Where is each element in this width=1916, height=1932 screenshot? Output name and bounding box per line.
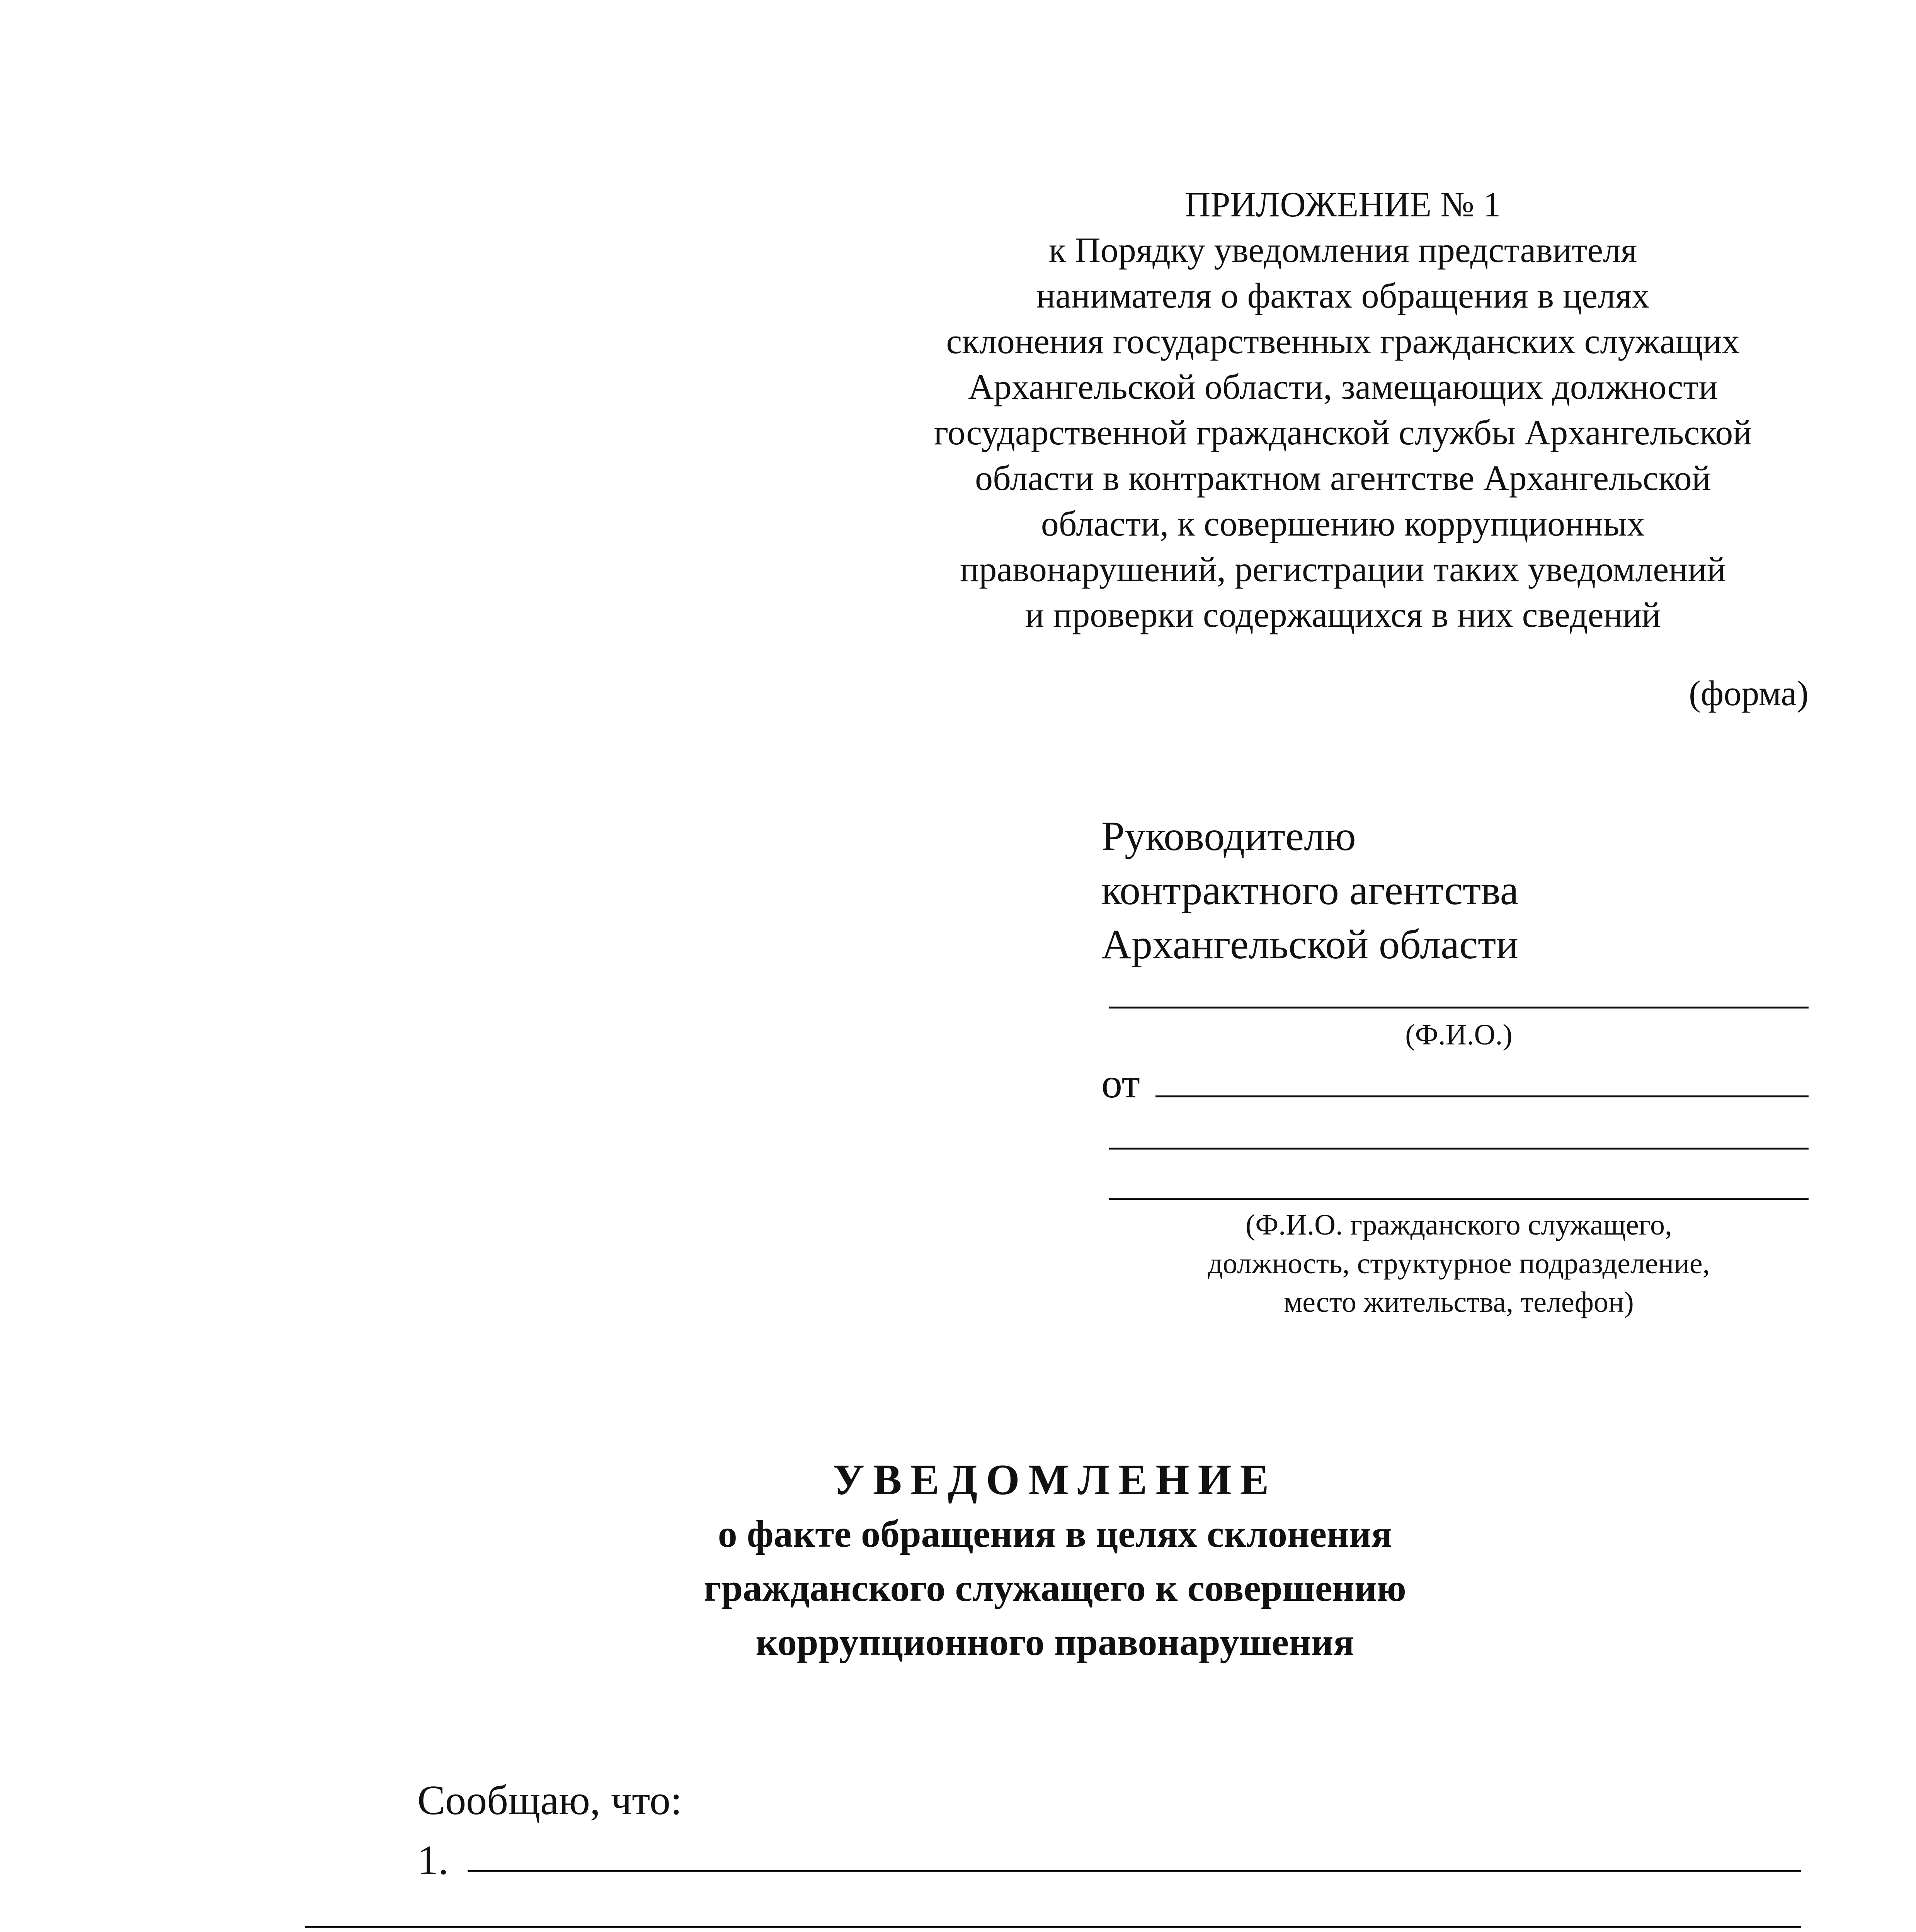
sender-field-line-1[interactable] [1155,1095,1809,1097]
addressee-line: контрактного агентства [1101,867,1519,913]
annex-line: к Порядку уведомления представителя [1048,230,1637,270]
annex-line: Архангельской области, замещающих должности [968,367,1718,406]
intro-text: Сообщаю, что: [417,1777,682,1823]
annex-line: области, к совершению коррупционных [1041,504,1645,543]
sender-field-line-2[interactable] [1109,1148,1809,1150]
document-subtitle: гражданского служащего к совершению [704,1566,1406,1609]
sender-field-line-3[interactable] [1109,1198,1809,1200]
annex-line: нанимателя о фактах обращения в целях [1036,276,1650,315]
annex-line: склонения государственных гражданских служащих [946,321,1740,361]
document-subtitle: коррупционного правонарушения [756,1621,1354,1663]
document-subtitle: о факте обращения в целях склонения [718,1512,1392,1555]
item-1-field-line-1[interactable] [468,1870,1801,1872]
annex-title: ПРИЛОЖЕНИЕ № 1 [1184,185,1501,224]
annex-line: государственной гражданской службы Архангельской [934,413,1752,452]
addressee-line: Архангельской области [1101,922,1518,968]
document-title: УВЕДОМЛЕНИЕ [832,1456,1278,1504]
sender-caption: (Ф.И.О. гражданского служащего, [1245,1209,1673,1241]
annex-line: правонарушений, регистрации таких уведомлений [960,549,1726,589]
item-1-field-line-2[interactable] [305,1926,1801,1928]
form-label: (форма) [1689,673,1809,713]
head-fio-field[interactable] [1109,1007,1809,1009]
sender-caption: место жительства, телефон) [1284,1286,1634,1318]
fio-caption: (Ф.И.О.) [1405,1019,1513,1051]
annex-line: области в контрактном агентстве Архангельской [975,458,1711,498]
sender-caption: должность, структурное подразделение, [1208,1247,1710,1280]
from-label: от [1101,1061,1140,1107]
item-number: 1. [417,1837,449,1883]
addressee-line: Руководителю [1101,813,1356,859]
annex-line: и проверки содержащихся в них сведений [1025,595,1661,634]
